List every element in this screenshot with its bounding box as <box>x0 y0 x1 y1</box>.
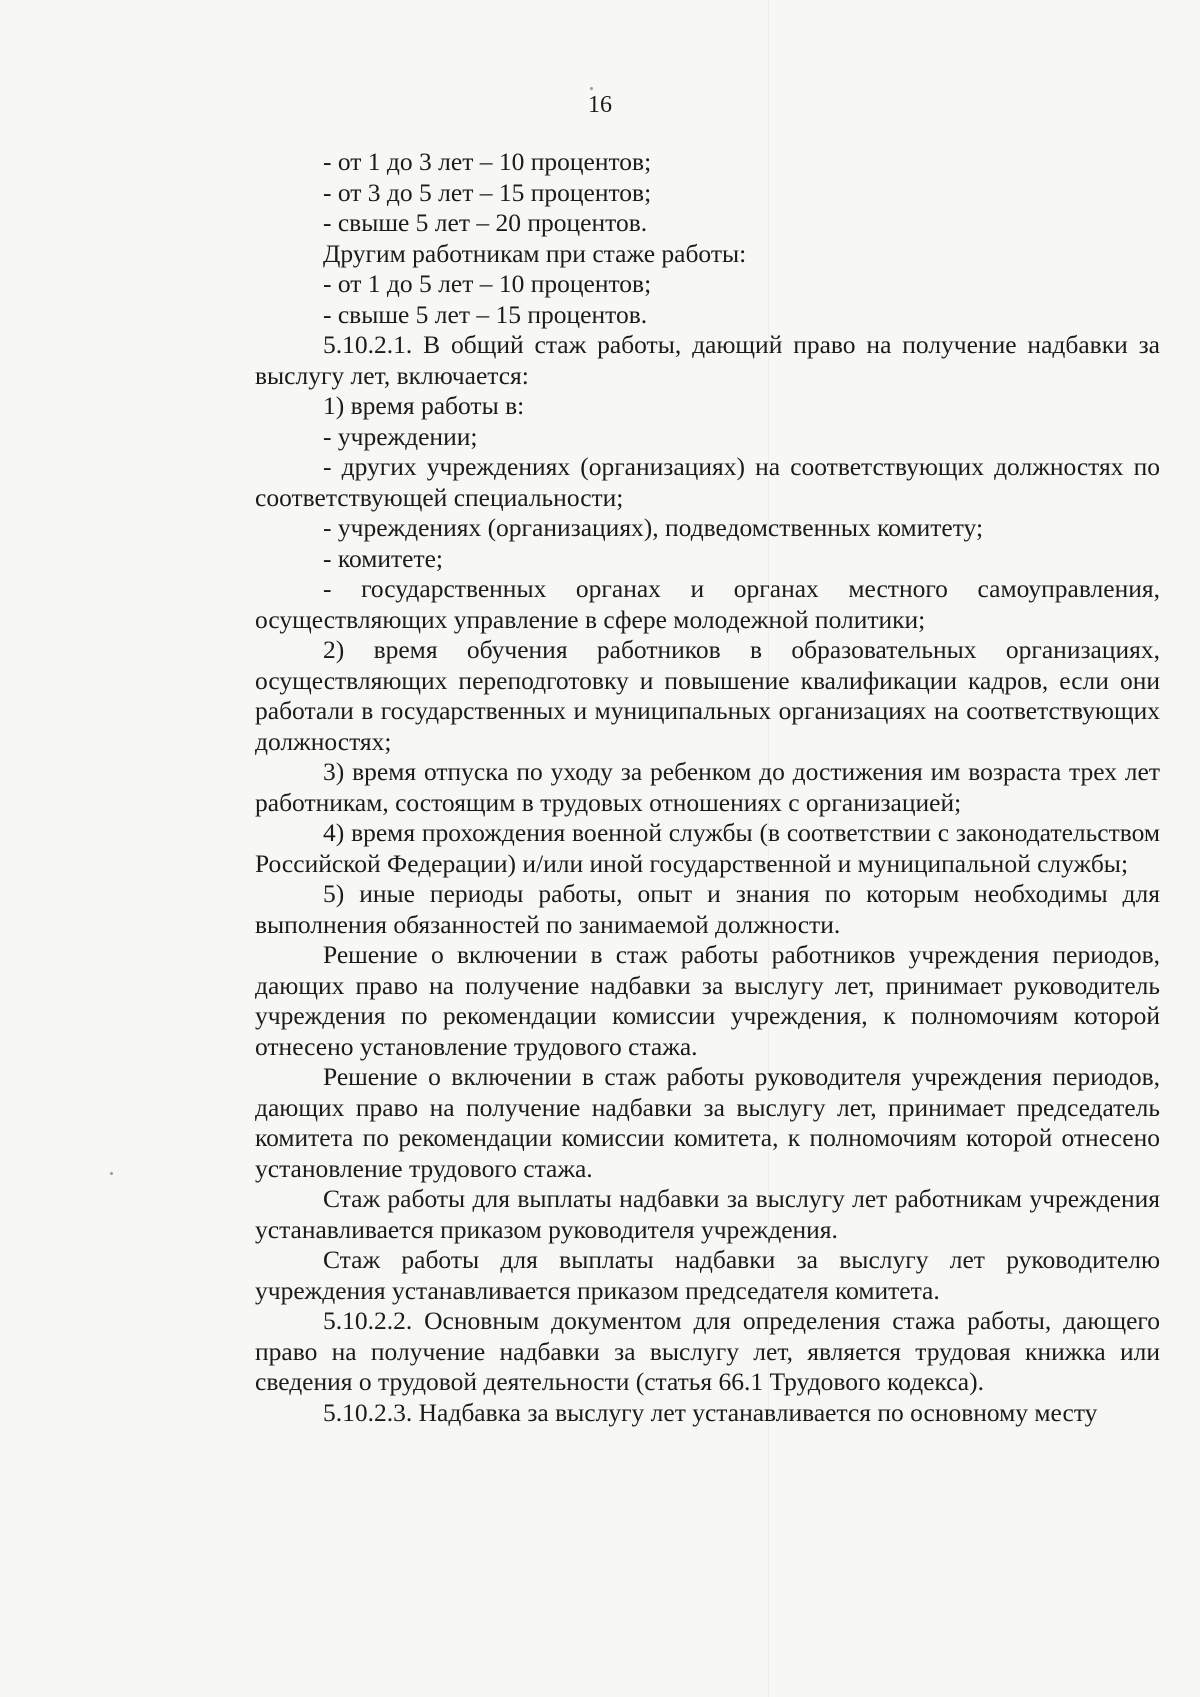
list-item: 2) время обучения работников в образовательных организациях, осуществляющих переподготовку и повышение квалификации кадров, если они работали в государственных и муниципальных организациях на соответствующих должностях; <box>255 635 1160 756</box>
list-item: 4) время прохождения военной службы (в соответствии с законодательством Российской Федерации) и/или иной государственной и муниципальной службы; <box>255 818 1160 878</box>
list-item: - свыше 5 лет – 15 процентов. <box>323 299 648 329</box>
scan-speck <box>110 1172 113 1175</box>
paragraph: Другим работникам при стаже работы: <box>323 238 747 268</box>
paragraph: Решение о включении в стаж работы руководителя учреждения периодов, дающих право на получение надбавки за выслугу лет, принимает председатель комитета по рекомендации комиссии комитета, к полномочиям которой отнесено установление трудового стажа. <box>255 1062 1160 1183</box>
list-item: - свыше 5 лет – 20 процентов. <box>323 208 648 237</box>
list-item: - других учреждениях (организациях) на соответствующих должностях по соответствующей специальности; <box>255 452 1160 512</box>
list-item: - комитете; <box>323 543 444 573</box>
list-item: - от 1 до 3 лет – 10 процентов; <box>323 147 652 176</box>
scan-speck <box>590 87 593 90</box>
paragraph: Стаж работы для выплаты надбавки за выслугу лет работникам учреждения устанавливается приказом руководителя учреждения. <box>255 1184 1160 1244</box>
list-item: 3) время отпуска по уходу за ребенком до достижения им возраста трех лет работникам, состоящим в трудовых отношениях с организацией; <box>255 757 1160 817</box>
clause-paragraph: 5.10.2.3. Надбавка за выслугу лет устанавливается по основному месту <box>323 1397 1098 1427</box>
clause-paragraph: 5.10.2.2. Основным документом для определения стажа работы, дающего право на получение надбавки за выслугу лет, является трудовая книжка или сведения о трудовой деятельности (статья 66.1 Трудового кодекса). <box>255 1306 1160 1396</box>
list-item: - от 3 до 5 лет – 15 процентов; <box>323 177 652 207</box>
list-item: - учреждениях (организациях), подведомственных комитету; <box>323 513 984 542</box>
paragraph: Решение о включении в стаж работы работников учреждения периодов, дающих право на получение надбавки за выслугу лет, принимает руководитель учреждения по рекомендации комиссии учреждения, к полномочиям которой отнесено установление трудового стажа. <box>255 940 1160 1061</box>
list-item: 1) время работы в: <box>323 391 525 420</box>
clause-paragraph: 5.10.2.1. В общий стаж работы, дающий право на получение надбавки за выслугу лет, включается: <box>255 330 1160 390</box>
page-number: 16 <box>588 92 612 118</box>
list-item: - государственных органах и органах местного самоуправления, осуществляющих управление в сфере молодежной политики; <box>255 574 1160 634</box>
document-body <box>255 147 1160 1428</box>
paragraph: Стаж работы для выплаты надбавки за выслугу лет руководителю учреждения устанавливается приказом председателя комитета. <box>255 1245 1160 1305</box>
list-item: 5) иные периоды работы, опыт и знания по которым необходимы для выполнения обязанностей по занимаемой должности. <box>255 879 1160 939</box>
list-item: - учреждении; <box>323 421 478 451</box>
list-item: - от 1 до 5 лет – 10 процентов; <box>323 269 652 298</box>
